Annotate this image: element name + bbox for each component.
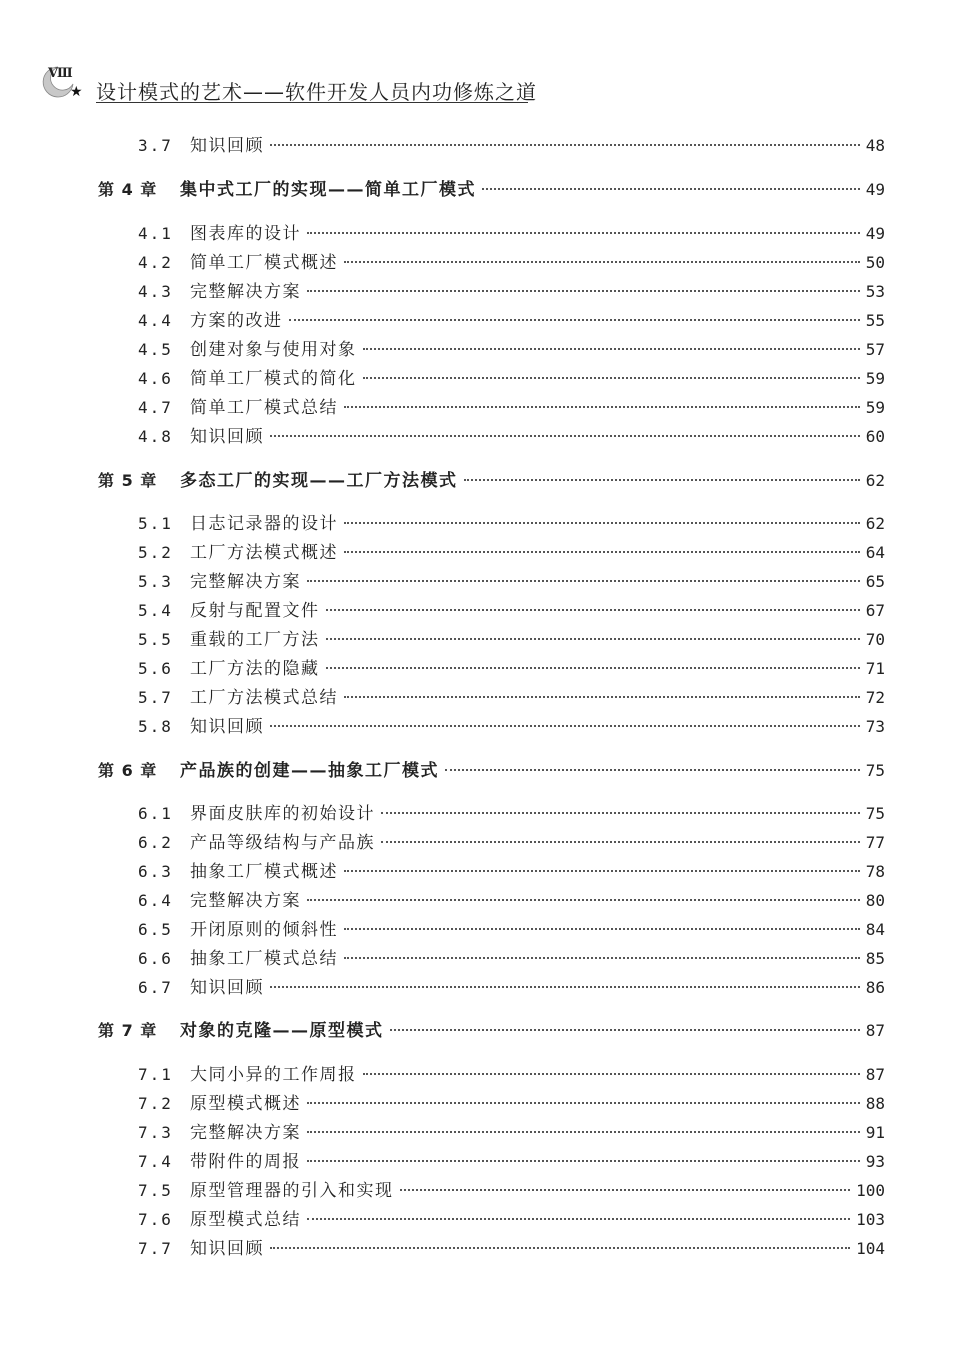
dot-leader — [445, 769, 860, 771]
page-reference: 62 — [865, 471, 885, 490]
page-reference: 67 — [865, 601, 885, 620]
dot-leader — [381, 841, 860, 843]
page-reference: 70 — [865, 630, 885, 649]
dot-leader — [344, 696, 860, 698]
chapter-title: 集中式工厂的实现——简单工厂模式 — [180, 180, 476, 200]
chapter-title: 对象的克隆——原型模式 — [180, 1021, 384, 1041]
toc-section-row[interactable] — [138, 1205, 885, 1230]
page-reference: 84 — [865, 920, 885, 939]
toc-section-row[interactable] — [138, 683, 885, 708]
section-title: 知识回顾 — [190, 978, 264, 998]
chapter-number: 第 7 章 — [98, 1021, 158, 1040]
page-reference: 86 — [865, 978, 885, 997]
page-reference: 87 — [865, 1021, 885, 1040]
section-title: 原型管理器的引入和实现 — [190, 1181, 394, 1201]
dot-leader — [381, 812, 860, 814]
page-reference: 87 — [865, 1065, 885, 1084]
dot-leader — [270, 986, 860, 988]
toc-section-row[interactable] — [138, 538, 885, 563]
dot-leader — [400, 1189, 851, 1191]
section-number: 7.7 — [138, 1239, 173, 1258]
page-reference: 62 — [865, 514, 885, 533]
section-title: 知识回顾 — [190, 136, 264, 156]
page-reference: 72 — [865, 688, 885, 707]
toc-section-row[interactable] — [138, 1176, 885, 1201]
toc-chapter-row[interactable] — [98, 466, 885, 491]
toc-section-row[interactable] — [138, 944, 885, 969]
page-reference: 53 — [865, 282, 885, 301]
section-number: 5.6 — [138, 659, 173, 678]
section-number: 5.5 — [138, 630, 173, 649]
page-reference: 49 — [865, 180, 885, 199]
section-number: 5.4 — [138, 601, 173, 620]
dot-leader — [289, 319, 860, 321]
section-title: 抽象工厂模式总结 — [190, 949, 338, 969]
toc-section-row[interactable] — [138, 364, 885, 389]
section-number: 5.1 — [138, 514, 173, 533]
section-title: 原型模式概述 — [190, 1094, 301, 1114]
section-title: 完整解决方案 — [190, 572, 301, 592]
section-number: 4.1 — [138, 224, 173, 243]
toc-section-row[interactable] — [138, 828, 885, 853]
toc-section-row[interactable] — [138, 567, 885, 592]
dot-leader — [482, 188, 860, 190]
section-title: 完整解决方案 — [190, 282, 301, 302]
dot-leader — [390, 1029, 860, 1031]
toc-section-row[interactable] — [138, 596, 885, 621]
section-number: 7.1 — [138, 1065, 173, 1084]
toc-chapter-row[interactable] — [98, 1016, 885, 1041]
page-reference: 80 — [865, 891, 885, 910]
section-title: 工厂方法模式总结 — [190, 688, 338, 708]
page-reference: 64 — [865, 543, 885, 562]
section-title: 工厂方法模式概述 — [190, 543, 338, 563]
dot-leader — [307, 290, 860, 292]
toc-section-row[interactable] — [138, 712, 885, 737]
dot-leader — [307, 899, 860, 901]
section-title: 重载的工厂方法 — [190, 630, 320, 650]
dot-leader — [464, 479, 860, 481]
dot-leader — [326, 638, 860, 640]
chapter-title: 多态工厂的实现——工厂方法模式 — [180, 471, 458, 491]
page-reference: 48 — [865, 136, 885, 155]
section-number: 7.6 — [138, 1210, 173, 1229]
page-reference: 49 — [865, 224, 885, 243]
dot-leader — [307, 1218, 850, 1220]
section-title: 图表库的设计 — [190, 224, 301, 244]
dot-leader — [363, 377, 860, 379]
section-number: 3.7 — [138, 136, 173, 155]
page-reference: 59 — [865, 398, 885, 417]
toc-section-row[interactable] — [138, 654, 885, 679]
page-reference: 65 — [865, 572, 885, 591]
toc-section-row[interactable] — [138, 915, 885, 940]
section-number: 4.6 — [138, 369, 173, 388]
dot-leader — [307, 232, 860, 234]
section-number: 6.3 — [138, 862, 173, 881]
section-title: 大同小异的工作周报 — [190, 1065, 357, 1085]
page-reference: 100 — [856, 1181, 885, 1200]
toc-section-row[interactable] — [138, 1089, 885, 1114]
dot-leader — [307, 1131, 860, 1133]
page-reference: 91 — [865, 1123, 885, 1142]
dot-leader — [270, 1247, 850, 1249]
section-title: 知识回顾 — [190, 1239, 264, 1259]
toc-section-row[interactable] — [138, 306, 885, 331]
dot-leader — [363, 1073, 860, 1075]
toc-chapter-row[interactable] — [98, 756, 885, 781]
page-reference: 50 — [865, 253, 885, 272]
page-reference: 103 — [856, 1210, 885, 1229]
section-number: 5.2 — [138, 543, 173, 562]
page-reference: 60 — [865, 427, 885, 446]
page-reference: 59 — [865, 369, 885, 388]
toc-section-row[interactable] — [138, 1060, 885, 1085]
section-number: 4.4 — [138, 311, 173, 330]
dot-leader — [307, 580, 860, 582]
section-number: 5.3 — [138, 572, 173, 591]
dot-leader — [270, 725, 860, 727]
toc-section-row[interactable] — [138, 219, 885, 244]
page-reference: 93 — [865, 1152, 885, 1171]
page-reference: 55 — [865, 311, 885, 330]
toc-section-row[interactable] — [138, 1118, 885, 1143]
section-number: 4.2 — [138, 253, 173, 272]
toc-section-row[interactable] — [138, 973, 885, 998]
section-title: 简单工厂模式的简化 — [190, 369, 357, 389]
section-title: 完整解决方案 — [190, 891, 301, 911]
section-number: 7.3 — [138, 1123, 173, 1142]
toc-section-row[interactable] — [138, 131, 885, 156]
section-title: 方案的改进 — [190, 311, 283, 331]
page-reference: 75 — [865, 804, 885, 823]
section-title: 反射与配置文件 — [190, 601, 320, 621]
page-reference: 57 — [865, 340, 885, 359]
section-title: 抽象工厂模式概述 — [190, 862, 338, 882]
section-title: 知识回顾 — [190, 717, 264, 737]
page-number: Ⅷ — [48, 66, 73, 81]
section-number: 4.8 — [138, 427, 173, 446]
dot-leader — [307, 1102, 860, 1104]
dot-leader — [344, 406, 860, 408]
dot-leader — [344, 261, 860, 263]
toc-section-row[interactable] — [138, 1147, 885, 1172]
toc-section-row[interactable] — [138, 248, 885, 273]
page-reference: 78 — [865, 862, 885, 881]
dot-leader — [344, 928, 860, 930]
toc-section-row[interactable] — [138, 277, 885, 302]
dot-leader — [326, 667, 860, 669]
page-reference: 71 — [865, 659, 885, 678]
page-reference: 77 — [865, 833, 885, 852]
section-title: 产品等级结构与产品族 — [190, 833, 375, 853]
chapter-number: 第 4 章 — [98, 180, 158, 199]
dot-leader — [344, 957, 860, 959]
section-title: 带附件的周报 — [190, 1152, 301, 1172]
star-icon: ★ — [70, 84, 83, 100]
section-title: 知识回顾 — [190, 427, 264, 447]
toc-section-row[interactable] — [138, 886, 885, 911]
section-title: 原型模式总结 — [190, 1210, 301, 1230]
section-number: 5.8 — [138, 717, 173, 736]
toc-chapter-row[interactable] — [98, 175, 885, 200]
dot-leader — [270, 435, 860, 437]
section-number: 7.5 — [138, 1181, 173, 1200]
section-number: 6.5 — [138, 920, 173, 939]
dot-leader — [344, 522, 860, 524]
section-title: 简单工厂模式总结 — [190, 398, 338, 418]
section-title: 工厂方法的隐藏 — [190, 659, 320, 679]
section-number: 7.4 — [138, 1152, 173, 1171]
section-title: 开闭原则的倾斜性 — [190, 920, 338, 940]
section-number: 6.4 — [138, 891, 173, 910]
toc-section-row[interactable] — [138, 422, 885, 447]
page-reference: 88 — [865, 1094, 885, 1113]
running-header — [28, 58, 537, 108]
section-number: 4.5 — [138, 340, 173, 359]
dot-leader — [344, 870, 860, 872]
section-number: 4.7 — [138, 398, 173, 417]
dot-leader — [363, 348, 860, 350]
section-title: 完整解决方案 — [190, 1123, 301, 1143]
dot-leader — [326, 609, 860, 611]
section-number: 5.7 — [138, 688, 173, 707]
page-reference: 73 — [865, 717, 885, 736]
dot-leader — [270, 144, 860, 146]
toc-section-row[interactable] — [138, 799, 885, 824]
toc-section-row[interactable] — [138, 335, 885, 360]
section-title: 创建对象与使用对象 — [190, 340, 357, 360]
page-reference: 85 — [865, 949, 885, 968]
page-reference: 104 — [856, 1239, 885, 1258]
page-reference: 75 — [865, 761, 885, 780]
section-number: 7.2 — [138, 1094, 173, 1113]
toc-section-row[interactable] — [138, 393, 885, 418]
section-title: 日志记录器的设计 — [190, 514, 338, 534]
section-number: 6.1 — [138, 804, 173, 823]
toc-section-row[interactable] — [138, 509, 885, 534]
chapter-title: 产品族的创建——抽象工厂模式 — [180, 761, 439, 781]
section-number: 6.7 — [138, 978, 173, 997]
chapter-number: 第 6 章 — [98, 761, 158, 780]
toc-section-row[interactable] — [138, 857, 885, 882]
toc-section-row[interactable] — [138, 1234, 885, 1259]
toc-section-row[interactable] — [138, 625, 885, 650]
section-number: 6.6 — [138, 949, 173, 968]
chapter-number: 第 5 章 — [98, 471, 158, 490]
section-number: 4.3 — [138, 282, 173, 301]
book-title: 设计模式的艺术——软件开发人员内功修炼之道 — [96, 80, 537, 104]
section-title: 界面皮肤库的初始设计 — [190, 804, 375, 824]
section-number: 6.2 — [138, 833, 173, 852]
section-title: 简单工厂模式概述 — [190, 253, 338, 273]
dot-leader — [307, 1160, 860, 1162]
dot-leader — [344, 551, 860, 553]
header-rule — [96, 102, 528, 103]
